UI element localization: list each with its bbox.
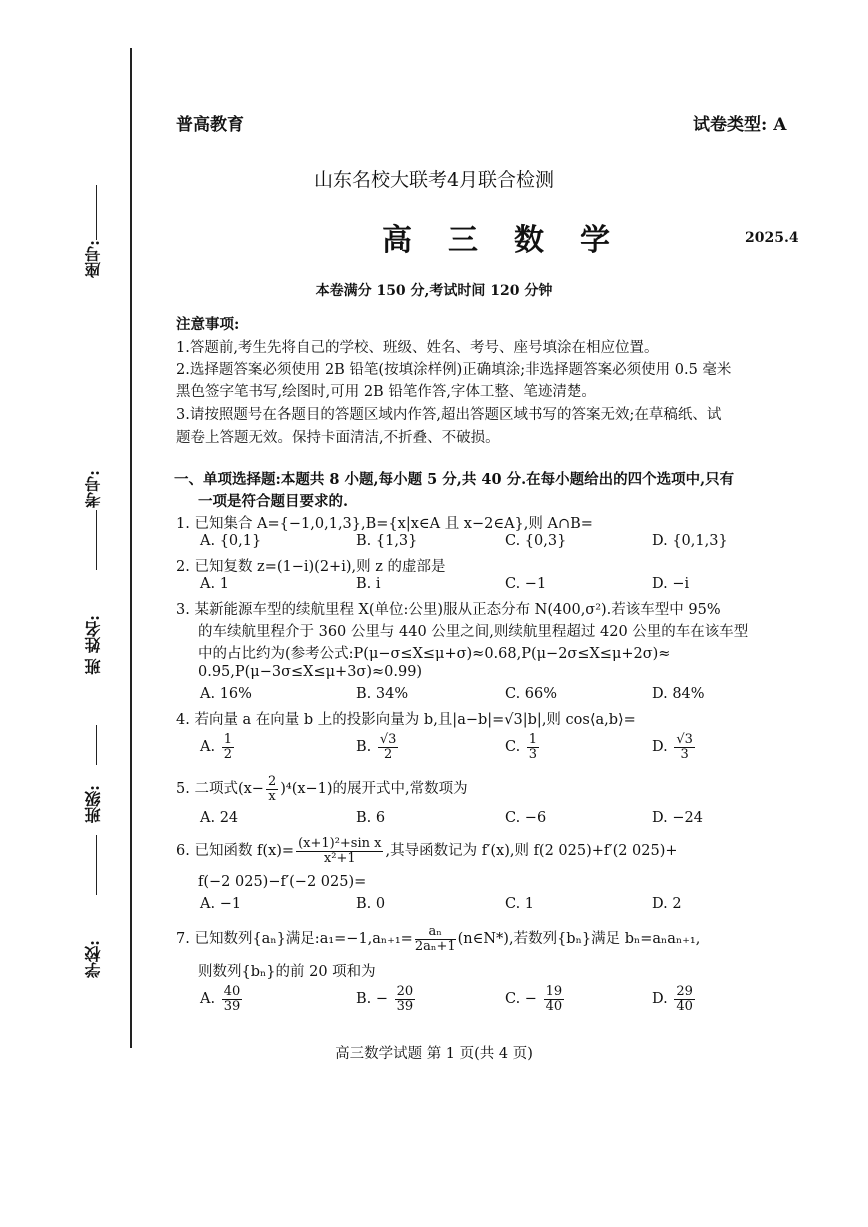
q1-option-b[interactable]: B. {1,3} [356,533,418,549]
note-1: 1.答题前,考生先将自己的学校、班级、姓名、考号、座号填涂在相应位置。 [176,340,659,356]
question-3-line-1: 3. 某新能源车型的续航里程 X(单位:公里)服从正态分布 N(400,σ²).若该车型中 95% [176,602,721,618]
q4-a-numerator: 1 [223,732,232,747]
question-2-stem: 2. 已知复数 z=(1−i)(2+i),则 z 的虚部是 [176,559,446,575]
q7-option-d-fraction [674,985,695,1013]
q7-option-d-label: D. [652,991,668,1008]
section-1-heading-cont: 一项是符合题目要求的. [198,493,349,510]
q3-option-a[interactable]: A. 16% [200,686,252,702]
q1-option-c[interactable]: C. {0,3} [505,533,567,549]
q2-option-d[interactable]: D. −i [652,576,690,592]
question-4-stem: 4. 若向量 a 在向量 b 上的投影向量为 b,且|a−b|=√3|b|,则 cos⟨a,b⟩= [176,712,636,728]
question-1-stem: 1. 已知集合 A={−1,0,1,3},B={x|x∈A 且 x−2∈A},则 A∩B= [176,516,593,532]
q1-option-a[interactable]: A. {0,1} [200,533,262,549]
note-2b: 黑色签字笔书写,绘图时,可用 2B 铅笔作答,字体工整、笔迹清楚。 [176,384,596,400]
q4-option-d[interactable] [652,733,697,761]
q5-stem-post: )⁴(x−1)的展开式中,常数项为 [280,781,468,798]
class-name-label: 班 姓名: [84,615,103,675]
q6-fraction [296,837,383,865]
exam-number-blank[interactable] [96,510,97,570]
q6-stem-pre: 6. 已知函数 f(x)= [176,843,295,860]
note-3b: 题卷上答题无效。保持卡面清洁,不折叠、不破损。 [176,430,500,446]
q5-option-c[interactable]: C. −6 [505,810,547,826]
q4-option-c-label: C. [505,739,521,756]
binding-line [130,48,132,1048]
question-3-line-2: 的车续航里程介于 360 公里与 440 公里之间,则续航里程超过 420 公里的车在该车型 [198,624,749,640]
q4-option-b[interactable] [356,733,400,761]
q7-denominator: 2aₙ+1 [414,938,456,954]
publisher-label: 普高教育 [176,115,244,135]
q7-option-a-label: A. [200,991,216,1008]
q7-a-numerator: 40 [223,984,241,999]
q4-option-d-label: D. [652,739,668,756]
q7-fraction [415,925,456,953]
q7-d-numerator: 29 [676,984,693,999]
q5-option-a[interactable]: A. 24 [200,810,239,826]
question-6-line-2: f(−2 025)−f′(−2 025)= [198,874,367,890]
question-7-stem [176,925,700,953]
q7-option-b-label: B. − [356,991,389,1008]
q7-c-numerator: 19 [545,984,563,999]
q1-option-d[interactable]: D. {0,1,3} [652,533,728,549]
q7-c-denominator: 40 [545,998,563,1014]
school-label: 学校: [84,940,103,978]
section-1-heading: 一、单项选择题:本题共 8 小题,每小题 5 分,共 40 分.在每小题给出的四个选项中,只有 [174,471,735,488]
q7-option-c-label: C. − [505,991,537,1008]
q7-option-d[interactable] [652,985,697,1013]
question-7-line-2: 则数列{bₙ}的前 20 项和为 [198,964,376,980]
q7-option-c[interactable] [505,985,566,1013]
q4-c-denominator: 3 [528,746,538,762]
q6-stem-post: ,其导函数记为 f′(x),则 f(2 025)+f′(2 025)+ [385,843,678,860]
exam-info: 本卷满分 150 分,考试时间 120 分钟 [315,283,553,299]
q7-a-denominator: 39 [223,998,241,1014]
q4-option-a-fraction [222,733,234,761]
q4-b-denominator: 2 [384,746,393,762]
q7-option-a[interactable] [200,985,244,1013]
q7-option-a-fraction [222,985,243,1013]
exam-number-label: 考号: [84,470,103,508]
q6-denominator: x²+1 [323,850,356,866]
q7-b-denominator: 39 [396,998,414,1014]
q4-option-c-fraction [527,733,539,761]
q7-option-b-fraction [395,985,416,1013]
q5-fraction [266,775,278,803]
question-6-stem [176,837,678,865]
exam-date: 2025.4 [745,230,799,246]
q2-option-b[interactable]: B. i [356,576,381,592]
q7-stem-post: (n∈N*),若数列{bₙ}满足 bₙ=aₙaₙ₊₁, [457,931,701,948]
question-3-line-3: 中的占比约为(参考公式:P(μ−σ≤X≤μ+σ)≈0.68,P(μ−2σ≤X≤μ+2σ)≈ [198,646,671,662]
seat-label: 座号: [84,240,103,278]
q5-option-b[interactable]: B. 6 [356,810,386,826]
q4-option-d-fraction [674,733,695,761]
question-3-line-4: 0.95,P(μ−3σ≤X≤μ+3σ)≈0.99) [198,664,423,680]
q7-b-numerator: 20 [396,984,414,999]
q4-option-b-fraction [378,733,399,761]
q3-option-c[interactable]: C. 66% [505,686,558,702]
q6-option-a[interactable]: A. −1 [200,896,242,912]
q4-d-numerator: √3 [676,732,693,747]
q6-option-c[interactable]: C. 1 [505,896,535,912]
q7-stem-pre: 7. 已知数列{aₙ}满足:a₁=−1,aₙ₊₁= [176,931,413,948]
q5-option-d[interactable]: D. −24 [652,810,703,826]
q4-option-c[interactable] [505,733,541,761]
q3-option-d[interactable]: D. 84% [652,686,705,702]
q2-option-a[interactable]: A. 1 [200,576,229,592]
q5-numerator: 2 [267,774,277,789]
q7-option-c-fraction [544,985,565,1013]
q4-c-numerator: 1 [528,732,538,747]
q3-option-b[interactable]: B. 34% [356,686,409,702]
q7-d-denominator: 40 [676,998,693,1014]
q6-numerator: (x+1)²+sin x [298,836,382,851]
class-label: 班级: [84,785,103,823]
notes-heading: 注意事项: [176,316,240,333]
q6-option-d[interactable]: D. 2 [652,896,682,912]
q7-numerator: aₙ [415,925,456,940]
q4-b-numerator: √3 [379,732,397,747]
q4-option-a-label: A. [200,739,216,756]
subject-title: 高三数学 [382,223,646,258]
note-3a: 3.请按照题号在各题目的答题区域内作答,超出答题区域书写的答案无效;在草稿纸、试 [176,407,722,423]
q4-option-a[interactable] [200,733,236,761]
q4-a-denominator: 2 [223,746,232,762]
class-blank[interactable] [96,835,97,895]
paper-type-label: 试卷类型: A [693,115,787,135]
seat-blank[interactable] [96,185,97,240]
q2-option-c[interactable]: C. −1 [505,576,547,592]
note-2a: 2.选择题答案必须使用 2B 铅笔(按填涂样例)正确填涂;非选择题答案必须使用 0.5 毫米 [176,362,732,378]
q5-stem-pre: 5. 二项式(x− [176,781,264,798]
exam-title: 山东名校大联考4月联合检测 [313,169,555,191]
q5-denominator: x [268,788,276,804]
q4-d-denominator: 3 [680,746,689,762]
q6-option-b[interactable]: B. 0 [356,896,386,912]
q7-option-b[interactable] [356,985,417,1013]
q4-option-b-label: B. [356,739,372,756]
question-5-stem [176,775,468,803]
name-blank[interactable] [96,725,97,765]
page-footer: 高三数学试题 第 1 页(共 4 页) [335,1046,533,1062]
